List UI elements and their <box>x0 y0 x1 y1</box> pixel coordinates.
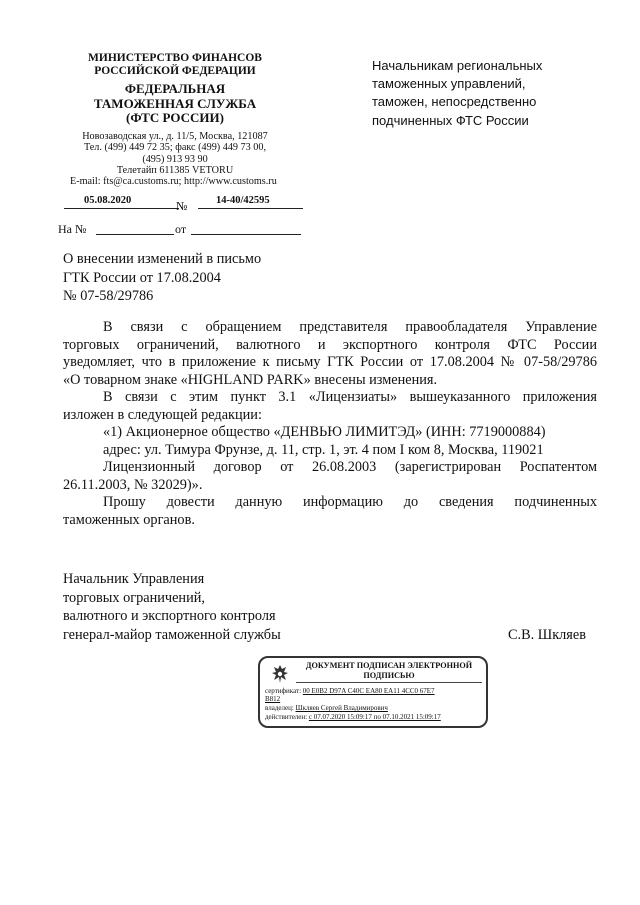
reference-number-label: На № <box>58 222 87 236</box>
paragraph-6-line1: Прошу довести данную информацию до сведения подчиненных <box>103 494 597 510</box>
subject-line3: № 07-58/29786 <box>63 288 154 304</box>
paragraph-3: «1) Акционерное общество «ДЕНВЬЮ ЛИМИТЭД» (ИНН: 7719000884) <box>103 424 546 440</box>
reference-line <box>58 222 303 238</box>
signatory-title-line2: торговых ограничений, <box>63 589 205 606</box>
document-number: 14-40/42595 <box>198 195 303 209</box>
stamp-validity <box>265 713 441 721</box>
signatory-title <box>63 570 363 644</box>
paragraph-5-line1: Лицензионный договор от 26.08.2003 (зарегистрирован Роспатентом <box>103 459 597 475</box>
stamp-title <box>296 661 482 680</box>
certificate-label: сертификат: <box>265 687 302 695</box>
ministry-name-line1: МИНИСТЕРСТВО ФИНАНСОВ <box>88 52 262 64</box>
signatory-title-line1: Начальник Управления <box>63 571 205 587</box>
paragraph-6-line2: таможенных органов. <box>63 511 195 528</box>
paragraph-1-line2: торговых ограничений, валютного и экспортного контроля ФТС России <box>63 336 597 353</box>
document-date: 05.08.2020 <box>64 195 179 209</box>
agency-address: Новозаводская ул., д. 11/5, Москва, 121087 <box>82 131 268 142</box>
stamp-title-line1: ДОКУМЕНТ ПОДПИСАН ЭЛЕКТРОННОЙ <box>305 661 473 670</box>
signatory-name: С.В. Шкляев <box>508 627 586 643</box>
subject <box>63 250 323 306</box>
agency-phone: Тел. (499) 449 72 35; факс (499) 449 73 00, <box>83 142 267 154</box>
validity-value: с 07.07.2020 15:09:17 по 07.10.2021 15:09:17 <box>308 713 441 721</box>
ministry-name-line2: РОССИЙСКОЙ ФЕДЕРАЦИИ <box>94 65 256 77</box>
owner-label: владелец: <box>265 704 294 712</box>
paragraph-1-line3: уведомляет, что в приложение к письму ГТК России от 17.08.2004 № 07-58/29786 <box>63 354 597 370</box>
stamp-certificate-cont <box>265 695 280 703</box>
addressee <box>372 57 602 130</box>
paragraph-2-line1: В связи с этим пункт 3.1 «Лицензиаты» вышеуказанного приложения <box>103 389 597 405</box>
certificate-value-2: B812 <box>265 695 281 703</box>
agency-name-line3: (ФТС РОССИИ) <box>126 110 224 125</box>
stamp-owner <box>265 704 388 712</box>
e-signature-stamp <box>258 656 488 728</box>
stamp-title-line2: ПОДПИСЬЮ <box>363 670 415 680</box>
signatory-title-line3: валютного и экспортного контроля <box>63 608 276 625</box>
number-label: № <box>176 199 188 213</box>
addressee-line2: таможенных управлений, <box>372 76 526 92</box>
paragraph-1-line1: В связи с обращением представителя правообладателя Управление <box>103 319 597 335</box>
stamp-divider <box>296 682 482 683</box>
emblem-icon <box>270 663 290 685</box>
letterhead-contacts <box>40 131 310 187</box>
addressee-line3: таможен, непосредственно <box>372 94 537 110</box>
reference-date-blank <box>191 234 301 235</box>
addressee-line1: Начальникам региональных <box>372 58 543 73</box>
stamp-certificate <box>265 687 435 695</box>
paragraph-1-line4: «О товарном знаке «HIGHLAND PARK» внесены изменения. <box>63 371 438 388</box>
agency-name-line2: ТАМОЖЕННАЯ СЛУЖБА <box>93 95 257 111</box>
reference-number-blank <box>96 234 174 235</box>
subject-line2: ГТК России от 17.08.2004 <box>63 269 221 286</box>
registration-line <box>58 195 303 211</box>
signatory-title-line4: генерал-майор таможенной службы <box>63 626 281 643</box>
validity-label: действителен: <box>265 713 308 721</box>
agency-email: E-mail: fts@ca.customs.ru; http://www.customs.ru <box>70 176 277 188</box>
subject-line1: О внесении изменений в письмо <box>63 251 262 267</box>
addressee-line4: подчиненных ФТС России <box>372 112 529 128</box>
letterhead <box>40 52 310 126</box>
reference-date-label: от <box>175 222 187 236</box>
agency-name-line1: ФЕДЕРАЛЬНАЯ <box>124 81 226 96</box>
letter-body <box>63 319 597 529</box>
paragraph-5-line2: 26.11.2003, № 32029)». <box>63 476 203 493</box>
certificate-value: 00 E0B2 D97A C40C EA80 EA11 4CC0 67E7 <box>302 687 435 695</box>
paragraph-2-line2: изложен в следующей редакции: <box>63 406 262 423</box>
owner-value: Шкляев Сергей Владимирович <box>295 704 388 712</box>
paragraph-4: адрес: ул. Тимура Фрунзе, д. 11, стр. 1, эт. 4 пом I ком 8, Москва, 119021 <box>103 441 544 458</box>
agency-teletype: Телетайп 611385 VETORU <box>116 164 234 176</box>
agency-phone-2: (495) 913 93 90 <box>142 153 208 165</box>
